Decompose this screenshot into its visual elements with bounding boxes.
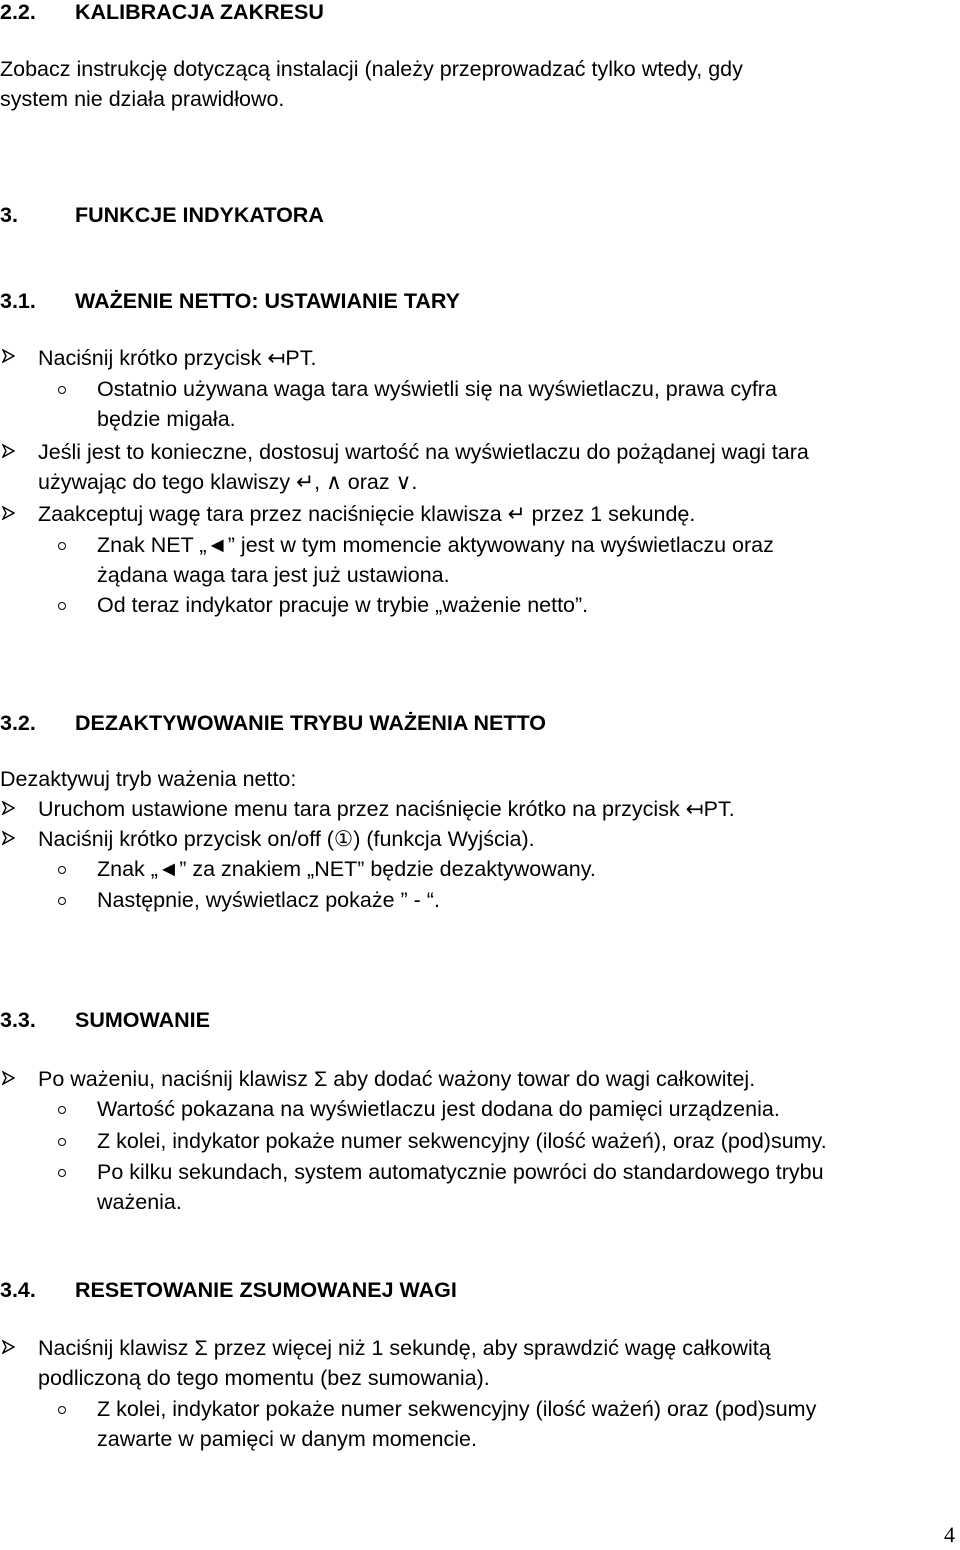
sub-bullet-text-continued: będzie migała. [97, 407, 236, 431]
sub-bullet-text: Ostatnio używana waga tara wyświetli się na wyświetlaczu, prawa cyfra [97, 377, 777, 401]
bullet-text: Uruchom ustawione menu tara przez naciśnięcie krótko na przycisk ↤PT. [38, 797, 735, 821]
bullet-text-continued: podliczoną do tego momentu (bez sumowania). [38, 1366, 490, 1390]
sub-bullet-text: Wartość pokazana na wyświetlaczu jest dodana do pamięci urządzenia. [97, 1097, 780, 1121]
section-number: 3.3. [0, 1008, 36, 1032]
bullet-text: Naciśnij krótko przycisk on/off (①) (funkcja Wyjścia). [38, 827, 535, 851]
section-title: WAŻENIE NETTO: USTAWIANIE TARY [75, 289, 461, 313]
section-title: RESETOWANIE ZSUMOWANEJ WAGI [75, 1278, 457, 1302]
bullet-text: Po ważeniu, naciśnij klawisz Σ aby dodać ważony towar do wagi całkowitej. [38, 1067, 756, 1091]
arrowhead-bullet-icon [2, 349, 15, 363]
circle-bullet-icon [58, 602, 66, 610]
page-number: 4 [944, 1522, 955, 1547]
bullet-text: Naciśnij krótko przycisk ↤PT. [38, 346, 317, 370]
sub-bullet-text: Z kolei, indykator pokaże numer sekwencyjny (ilość ważeń) oraz (pod)sumy [97, 1397, 817, 1421]
circle-bullet-icon [58, 897, 66, 905]
sub-bullet-text-continued: żądana waga tara jest już ustawiona. [97, 563, 450, 587]
bullet-text: Zaakceptuj wagę tara przez naciśnięcie klawisza ↵ przez 1 sekundę. [38, 502, 696, 526]
circle-bullet-icon [58, 1138, 66, 1146]
section-number: 3.2. [0, 711, 36, 735]
circle-bullet-icon [58, 542, 66, 550]
sub-bullet-text: Od teraz indykator pracuje w trybie „ważenie netto”. [97, 593, 589, 617]
arrowhead-bullet-icon [2, 1071, 15, 1085]
arrowhead-bullet-icon [2, 801, 15, 815]
circle-bullet-icon [58, 386, 66, 394]
sub-bullet-text: Po kilku sekundach, system automatycznie powróci do standardowego trybu [97, 1160, 824, 1184]
section-number: 3. [0, 203, 18, 227]
sub-bullet-text-continued: ważenia. [97, 1190, 182, 1214]
circle-bullet-icon [58, 1106, 66, 1114]
paragraph-line: Dezaktywuj tryb ważenia netto: [0, 767, 297, 791]
sub-bullet-text: Znak NET „◄” jest w tym momencie aktywowany na wyświetlaczu oraz [97, 533, 774, 557]
circle-bullet-icon [58, 1169, 66, 1177]
bullet-text-continued: używając do tego klawiszy ↵, ∧ oraz ∨. [38, 470, 418, 494]
section-number: 3.1. [0, 289, 36, 313]
section-title: DEZAKTYWOWANIE TRYBU WAŻENIA NETTO [75, 711, 546, 735]
section-title: SUMOWANIE [75, 1008, 210, 1032]
sub-bullet-text: Następnie, wyświetlacz pokaże ” - “. [97, 888, 440, 912]
bullet-text: Naciśnij klawisz Σ przez więcej niż 1 sekundę, aby sprawdzić wagę całkowitą [38, 1336, 771, 1360]
arrowhead-bullet-icon [2, 831, 15, 845]
circle-bullet-icon [58, 1406, 66, 1414]
sub-bullet-text-continued: zawarte w pamięci w danym momencie. [97, 1427, 477, 1451]
sub-bullet-text: Znak „◄” za znakiem „NET” będzie dezaktywowany. [97, 857, 596, 881]
circle-bullet-icon [58, 866, 66, 874]
section-title: FUNKCJE INDYKATORA [75, 203, 324, 227]
arrowhead-bullet-icon [2, 1340, 15, 1354]
section-number: 3.4. [0, 1278, 36, 1302]
sub-bullet-text: Z kolei, indykator pokaże numer sekwencyjny (ilość ważeń), oraz (pod)sumy. [97, 1129, 827, 1153]
arrowhead-bullet-icon [2, 506, 15, 520]
section-number: 2.2. [0, 0, 36, 24]
arrowhead-bullet-icon [2, 444, 15, 458]
bullet-text: Jeśli jest to konieczne, dostosuj wartość na wyświetlaczu do pożądanej wagi tara [38, 440, 809, 464]
section-title: KALIBRACJA ZAKRESU [75, 0, 324, 24]
paragraph-line: Zobacz instrukcję dotyczącą instalacji (należy przeprowadzać tylko wtedy, gdy [0, 57, 743, 81]
paragraph-line: system nie działa prawidłowo. [0, 87, 285, 111]
